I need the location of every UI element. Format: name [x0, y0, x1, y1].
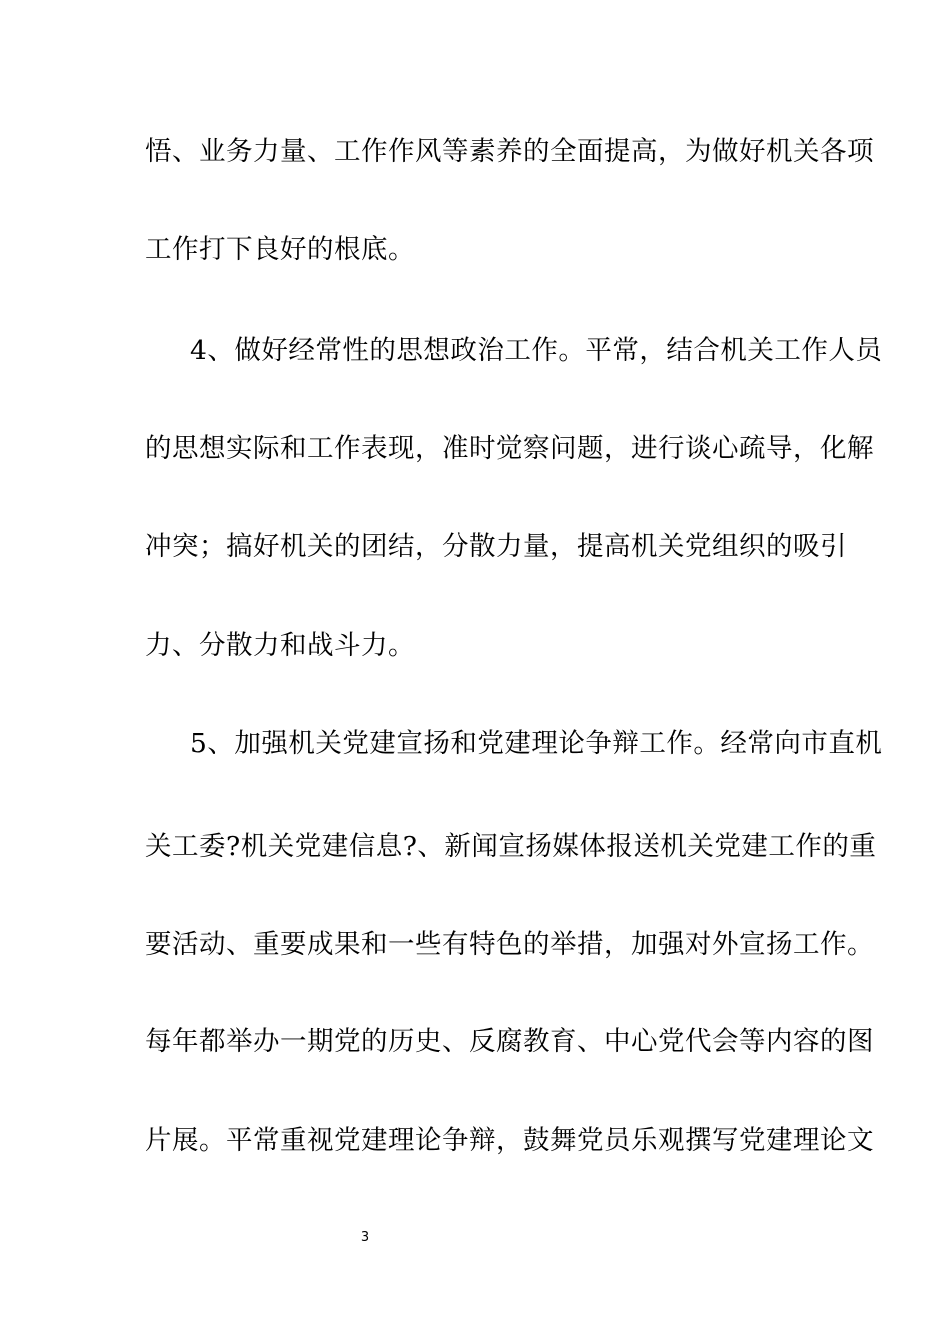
paragraph-line: 的思想实际和工作表现，准时觉察问题，进行谈心疏导，化解: [145, 433, 874, 464]
paragraph-line: 要活动、重要成果和一些有特色的举措，加强对外宣扬工作。: [145, 929, 874, 960]
paragraph-line: 片展。平常重视党建理论争辩，鼓舞党员乐观撰写党建理论文: [145, 1125, 874, 1156]
paragraph-line: 力、分散力和战斗力。: [145, 630, 415, 661]
paragraph-line: 5、加强机关党建宣扬和党建理论争辩工作。经常向市直机: [190, 728, 883, 759]
paragraph-line: 关工委?机关党建信息?、新闻宣扬媒体报送机关党建工作的重: [145, 831, 877, 862]
paragraph-line: 冲突；搞好机关的团结，分散力量，提高机关党组织的吸引: [145, 531, 847, 562]
page-number: 3: [360, 1230, 370, 1245]
paragraph-line: 工作打下良好的根底。: [145, 234, 415, 265]
paragraph-line: 每年都举办一期党的历史、反腐教育、中心党代会等内容的图: [145, 1026, 874, 1057]
paragraph-line: 悟、业务力量、工作作风等素养的全面提高，为做好机关各项: [145, 136, 874, 167]
paragraph-line: 4、做好经常性的思想政治工作。平常，结合机关工作人员: [190, 335, 883, 366]
